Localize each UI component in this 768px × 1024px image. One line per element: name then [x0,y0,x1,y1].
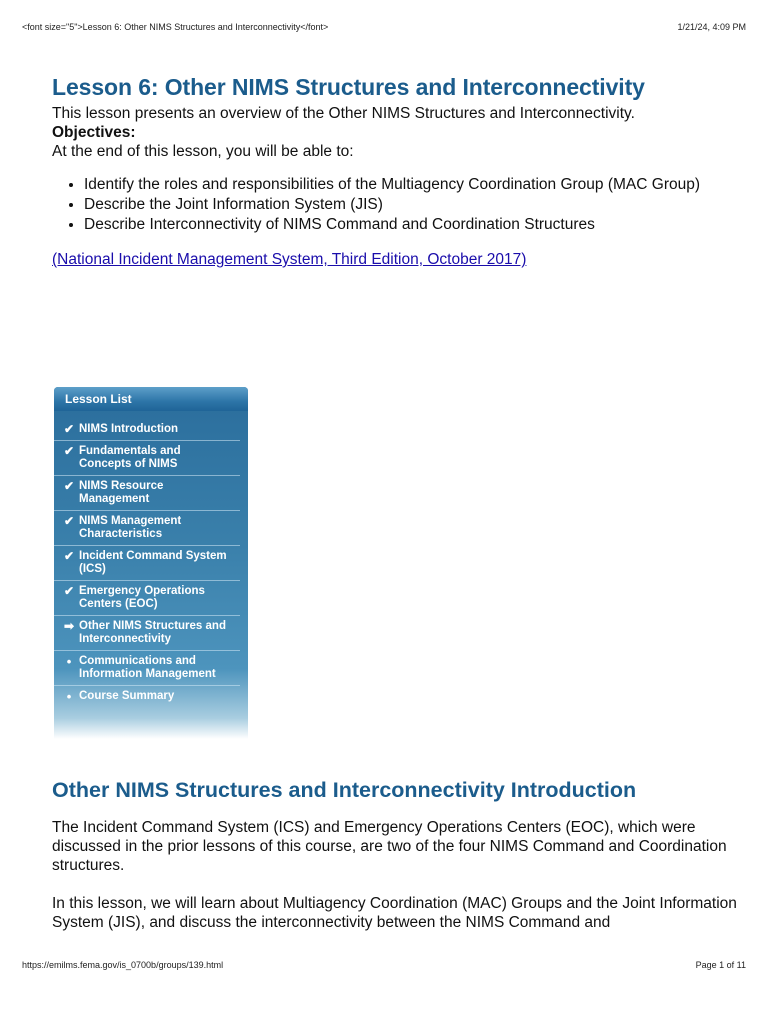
lesson-list-item-label: Other NIMS Structures and Interconnectivity [79,619,226,645]
lesson-list-item-label: NIMS Introduction [79,423,179,435]
page-title: Lesson 6: Other NIMS Structures and Interconnectivity [52,74,645,100]
lesson-list-item-label: Course Summary [79,689,175,702]
lesson-list-item-eoc[interactable] [54,581,240,616]
lesson-intro: This lesson presents an overview of the Other NIMS Structures and Interconnectivity. [52,105,635,122]
objective-item: • Describe Interconnectivity of NIMS Command and Coordination Structures [84,215,732,235]
section-paragraph: In this lesson, we will learn about Multiagency Coordination (MAC) Groups and the Joint Information System (JIS), and discuss the interconnectivity between the NIMS Command and [52,895,737,931]
lesson-list-item-label: Incident Command System (ICS) [79,549,227,575]
lesson-list-items [54,411,248,706]
print-footer-url: https://emilms.fema.gov/is_0700b/groups/139.html [22,960,224,970]
lesson-list-item-resource-management[interactable] [54,476,240,511]
checkmark-icon: ✔ [63,478,75,493]
lesson-list-item-fundamentals[interactable] [54,441,240,476]
section-body [52,818,742,951]
lesson-list-item-label: Emergency Operations Centers (EOC) [79,584,205,610]
section-paragraph: The Incident Command System (ICS) and Emergency Operations Centers (EOC), which were discussed in the prior lessons of this course, are two of the four NIMS Command and Coordination structures. [52,819,727,874]
bullet-icon: • [66,653,72,669]
lesson-list-item-ics[interactable] [54,546,240,581]
lesson-list-panel [54,387,248,739]
lesson-list-item-label: NIMS Resource Management [79,479,164,505]
lesson-list-header: Lesson List [54,387,248,411]
print-header [22,22,746,36]
lesson-list-item-nims-introduction[interactable] [54,419,240,441]
lesson-list-item-management-characteristics[interactable] [54,511,240,546]
lesson-list-item-label: Communications and Information Management [79,654,216,680]
bullet-icon: • [66,688,72,704]
print-footer-page-number: Page 1 of 11 [695,960,746,970]
checkmark-icon: ✔ [63,443,75,458]
reference-link[interactable]: (National Incident Management System, Third Edition, October 2017) [52,251,527,268]
lesson-list-item-course-summary[interactable] [54,686,240,707]
checkmark-icon: ✔ [63,422,75,436]
lesson-list-item-label: NIMS Management Characteristics [79,514,182,540]
lesson-list-item-other-structures[interactable] [54,616,240,651]
print-header-title: <font size="5">Lesson 6: Other NIMS Structures and Interconnectivity</font> [22,22,329,32]
objective-item: • Identify the roles and responsibilities of the Multiagency Coordination Group (MAC Group) [84,175,732,195]
arrow-right-icon: ➡ [63,618,75,633]
lesson-list-item-label: Fundamentals and Concepts of NIMS [79,444,181,470]
section-title: Other NIMS Structures and Interconnectivity Introduction [52,778,637,802]
objectives-heading: Objectives: [52,124,136,141]
checkmark-icon: ✔ [63,583,75,598]
objective-item: • Describe the Joint Information System (JIS) [84,195,732,215]
checkmark-icon: ✔ [63,548,75,563]
objectives-list [52,175,732,235]
lesson-content [52,70,732,269]
objectives-lead: At the end of this lesson, you will be able to: [52,143,354,160]
checkmark-icon: ✔ [63,513,75,528]
lesson-list-item-communications[interactable] [54,651,240,686]
print-header-datetime: 1/21/24, 4:09 PM [677,22,746,32]
print-footer [22,960,746,974]
